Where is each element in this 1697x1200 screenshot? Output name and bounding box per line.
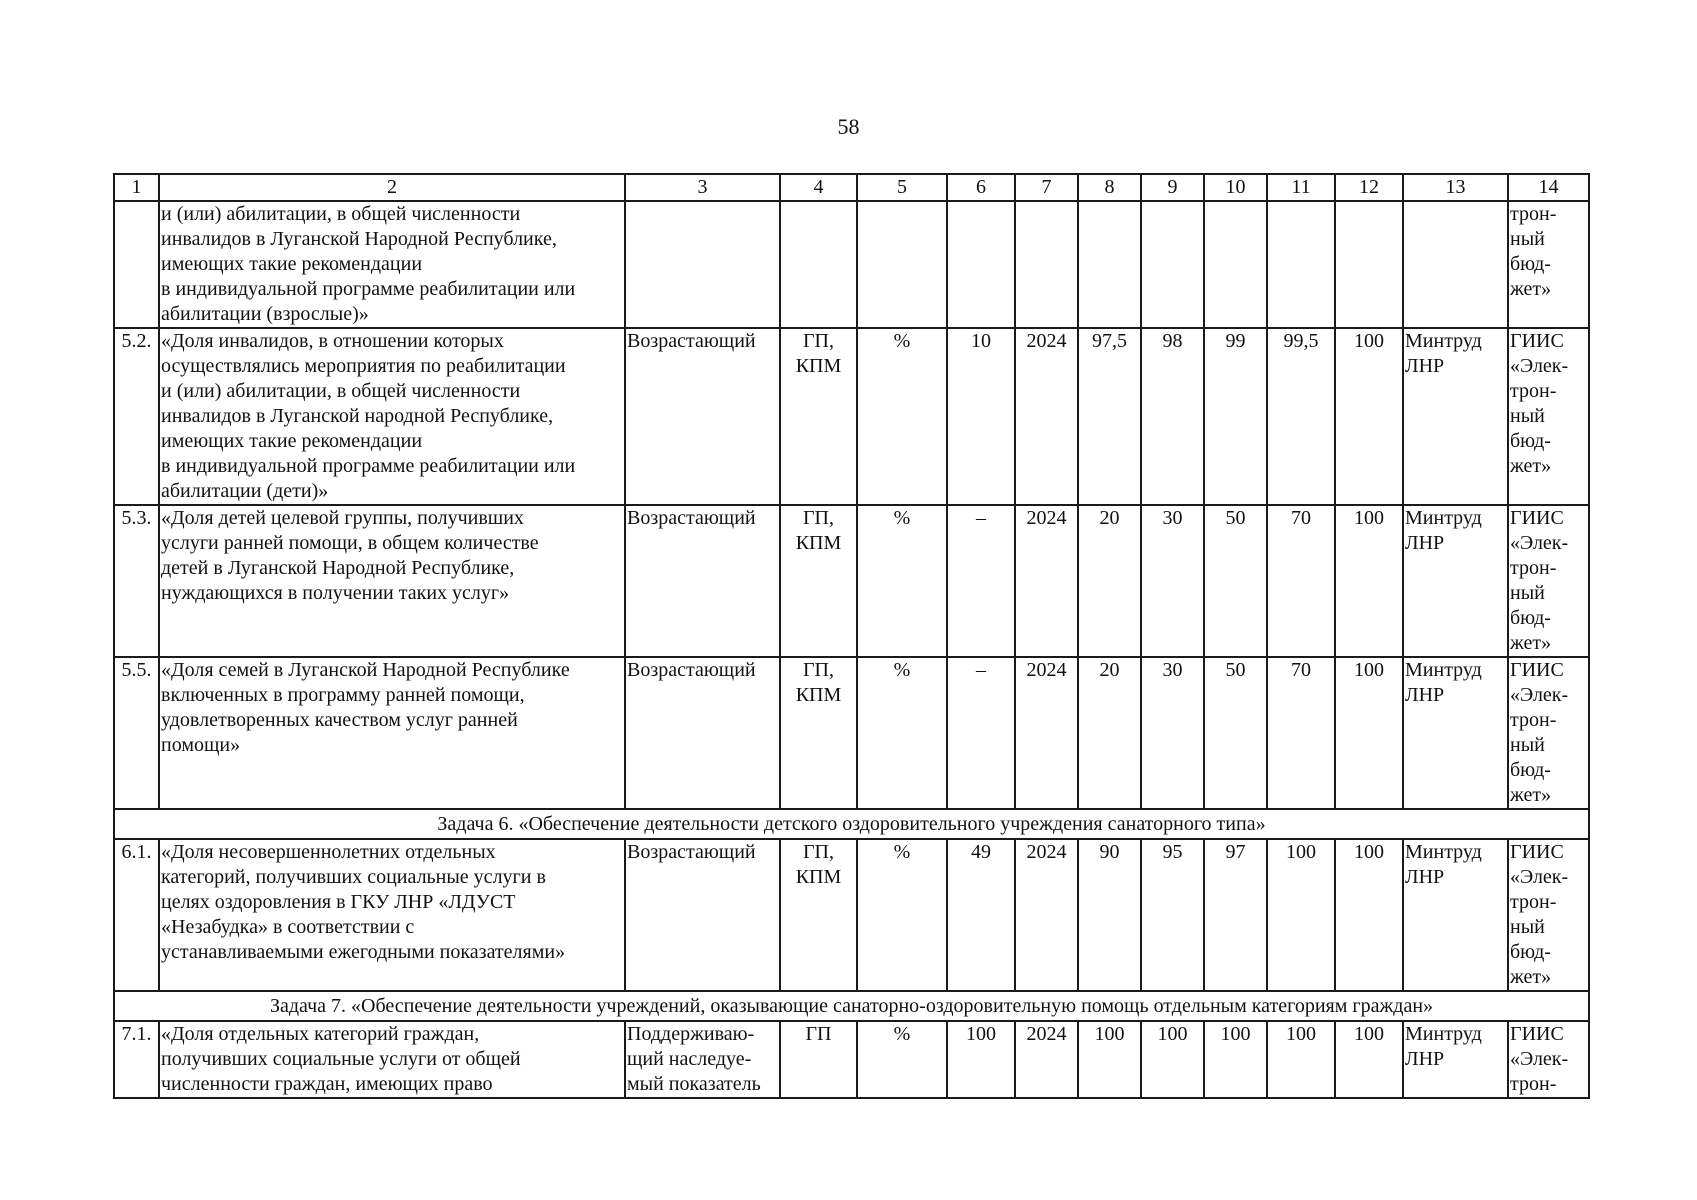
header-cell: 11 [1267, 174, 1335, 201]
responsible-cell: Минтруд ЛНР [1403, 328, 1508, 505]
table-row [114, 505, 1589, 657]
value-cell: 100 [1267, 1021, 1335, 1098]
trend-cell: Возрастающий [625, 657, 780, 809]
value-cell: 50 [1204, 657, 1267, 809]
value-cell: 20 [1078, 657, 1141, 809]
responsible-cell: Минтруд ЛНР [1403, 1021, 1508, 1098]
header-cell: 1 [114, 174, 159, 201]
value-cell [1335, 201, 1403, 328]
value-cell: 100 [1335, 1021, 1403, 1098]
header-cell: 5 [857, 174, 947, 201]
source-cell: ГИИС «Элек- трон- ный бюд- жет» [1508, 839, 1589, 991]
value-cell: 100 [1267, 839, 1335, 991]
header-cell: 10 [1204, 174, 1267, 201]
value-cell: 50 [1204, 505, 1267, 657]
value-cell: 95 [1141, 839, 1204, 991]
header-cell: 3 [625, 174, 780, 201]
indicator-name-cell: «Доля инвалидов, в отношении которых осуществлялись мероприятия по реабилитации и (или) абилитации, в общей численности инвалидов в Луганской народной Республике, имеющих такие рекомендации в индивидуальной программе реабилитации или абилитации (дети)» [159, 328, 625, 505]
unit-cell: % [857, 657, 947, 809]
value-cell [1141, 201, 1204, 328]
header-cell: 9 [1141, 174, 1204, 201]
value-cell: 100 [1335, 839, 1403, 991]
base-value-cell: 100 [947, 1021, 1015, 1098]
table-row [114, 1021, 1589, 1098]
table-row [114, 657, 1589, 809]
base-year-cell: 2024 [1015, 328, 1078, 505]
row-number-cell [114, 201, 159, 328]
base-value-cell [947, 201, 1015, 328]
source-cell: трон- ный бюд- жет» [1508, 201, 1589, 328]
base-year-cell [1015, 201, 1078, 328]
value-cell: 100 [1141, 1021, 1204, 1098]
document-cell: ГП [780, 1021, 857, 1098]
base-value-cell: 10 [947, 328, 1015, 505]
unit-cell: % [857, 1021, 947, 1098]
base-year-cell: 2024 [1015, 839, 1078, 991]
header-cell: 7 [1015, 174, 1078, 201]
header-cell: 6 [947, 174, 1015, 201]
section-title: Задача 7. «Обеспечение деятельности учреждений, оказывающие санаторно-оздоровительную помощь отдельным категориям граждан» [114, 991, 1589, 1021]
responsible-cell: Минтруд ЛНР [1403, 505, 1508, 657]
row-number-cell: 5.2. [114, 328, 159, 505]
table-row [114, 328, 1589, 505]
base-year-cell: 2024 [1015, 657, 1078, 809]
header-cell: 12 [1335, 174, 1403, 201]
row-number-cell: 5.3. [114, 505, 159, 657]
source-cell: ГИИС «Элек- трон- ный бюд- жет» [1508, 328, 1589, 505]
row-number-cell: 5.5. [114, 657, 159, 809]
trend-cell: Возрастающий [625, 328, 780, 505]
base-value-cell: 49 [947, 839, 1015, 991]
trend-cell [625, 201, 780, 328]
document-cell: ГП, КПМ [780, 505, 857, 657]
base-year-cell: 2024 [1015, 1021, 1078, 1098]
value-cell: 70 [1267, 657, 1335, 809]
base-value-cell: – [947, 657, 1015, 809]
indicators-table [113, 173, 1590, 1099]
unit-cell [857, 201, 947, 328]
document-cell [780, 201, 857, 328]
value-cell [1267, 201, 1335, 328]
table-row [114, 201, 1589, 328]
header-cell: 8 [1078, 174, 1141, 201]
source-cell: ГИИС «Элек- трон- ный бюд- жет» [1508, 657, 1589, 809]
table-row [114, 839, 1589, 991]
section-title: Задача 6. «Обеспечение деятельности детского оздоровительного учреждения санаторного типа» [114, 809, 1589, 839]
value-cell: 100 [1204, 1021, 1267, 1098]
indicator-name-cell: «Доля детей целевой группы, получивших услуги ранней помощи, в общем количестве детей в Луганской Народной Республике, нуждающихся в получении таких услуг» [159, 505, 625, 657]
value-cell: 30 [1141, 657, 1204, 809]
row-number-cell: 7.1. [114, 1021, 159, 1098]
indicator-name-cell: «Доля семей в Луганской Народной Республике включенных в программу ранней помощи, удовлетворенных качеством услуг ранней помощи» [159, 657, 625, 809]
header-cell: 14 [1508, 174, 1589, 201]
base-value-cell: – [947, 505, 1015, 657]
responsible-cell: Минтруд ЛНР [1403, 839, 1508, 991]
value-cell: 70 [1267, 505, 1335, 657]
trend-cell: Поддерживаю- щий наследуе- мый показатель [625, 1021, 780, 1098]
trend-cell: Возрастающий [625, 839, 780, 991]
header-cell: 4 [780, 174, 857, 201]
value-cell: 100 [1335, 505, 1403, 657]
source-cell: ГИИС «Элек- трон- ный бюд- жет» [1508, 505, 1589, 657]
value-cell: 100 [1335, 657, 1403, 809]
header-cell: 2 [159, 174, 625, 201]
document-cell: ГП, КПМ [780, 328, 857, 505]
base-year-cell: 2024 [1015, 505, 1078, 657]
value-cell: 90 [1078, 839, 1141, 991]
unit-cell: % [857, 328, 947, 505]
value-cell [1078, 201, 1141, 328]
source-cell: ГИИС «Элек- трон- [1508, 1021, 1589, 1098]
value-cell: 99,5 [1267, 328, 1335, 505]
document-cell: ГП, КПМ [780, 657, 857, 809]
indicator-name-cell: и (или) абилитации, в общей численности инвалидов в Луганской Народной Республике, имеющих такие рекомендации в индивидуальной программе реабилитации или абилитации (взрослые)» [159, 201, 625, 328]
section-row [114, 809, 1589, 839]
row-number-cell: 6.1. [114, 839, 159, 991]
indicator-name-cell: «Доля отдельных категорий граждан, получивших социальные услуги от общей численности граждан, имеющих право [159, 1021, 625, 1098]
value-cell: 100 [1078, 1021, 1141, 1098]
value-cell: 97 [1204, 839, 1267, 991]
value-cell: 100 [1335, 328, 1403, 505]
responsible-cell [1403, 201, 1508, 328]
header-cell: 13 [1403, 174, 1508, 201]
page-number: 58 [837, 114, 860, 139]
value-cell [1204, 201, 1267, 328]
section-row [114, 991, 1589, 1021]
trend-cell: Возрастающий [625, 505, 780, 657]
value-cell: 30 [1141, 505, 1204, 657]
unit-cell: % [857, 505, 947, 657]
table-header-row [114, 174, 1589, 201]
value-cell: 98 [1141, 328, 1204, 505]
value-cell: 97,5 [1078, 328, 1141, 505]
document-cell: ГП, КПМ [780, 839, 857, 991]
value-cell: 99 [1204, 328, 1267, 505]
indicator-name-cell: «Доля несовершеннолетних отдельных категорий, получивших социальные услуги в целях оздоровления в ГКУ ЛНР «ЛДУСТ «Незабудка» в соответствии с устанавливаемыми ежегодными показателями» [159, 839, 625, 991]
responsible-cell: Минтруд ЛНР [1403, 657, 1508, 809]
value-cell: 20 [1078, 505, 1141, 657]
unit-cell: % [857, 839, 947, 991]
